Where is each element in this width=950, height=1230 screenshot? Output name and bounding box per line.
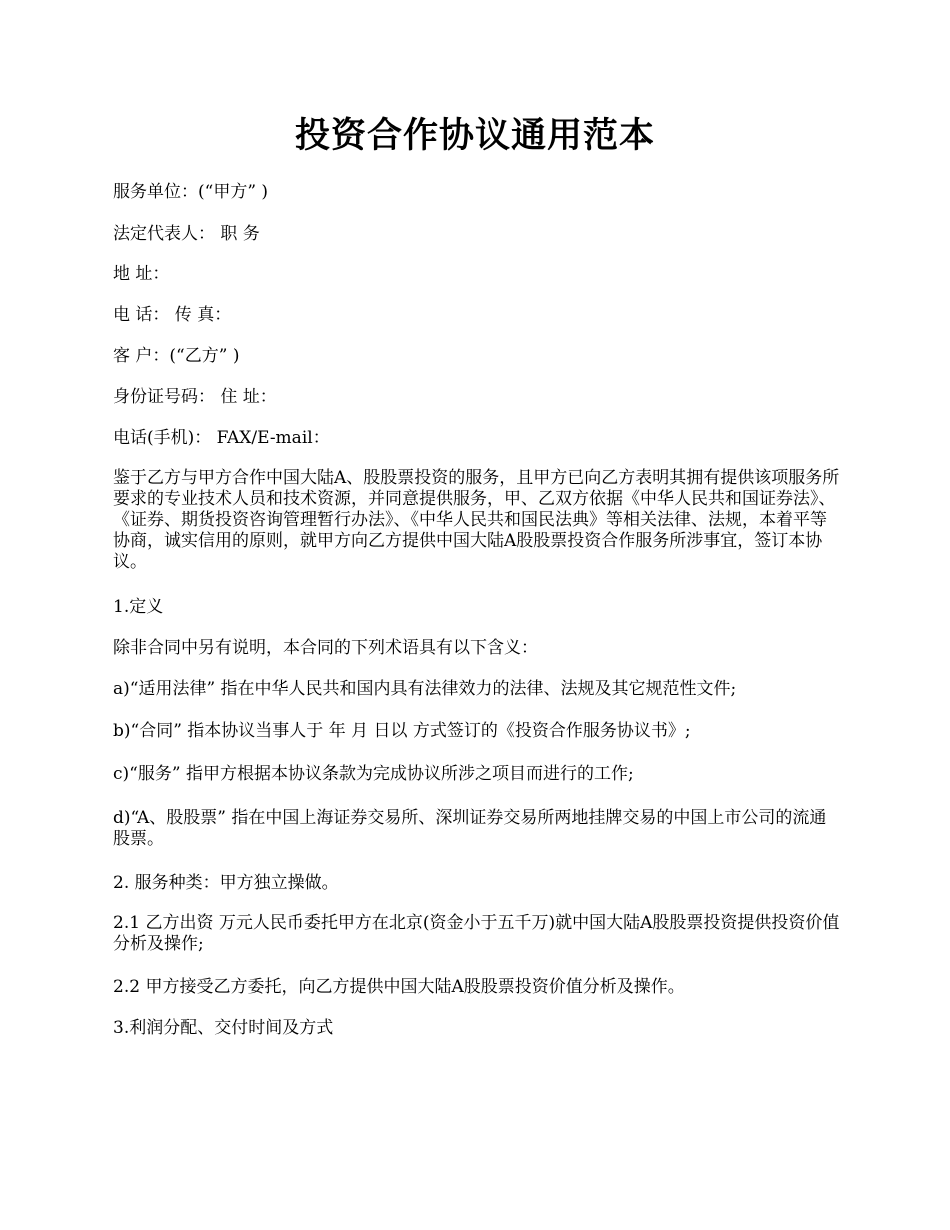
clause-2-1: 2.1 乙方出资 万元人民币委托甲方在北京(资金小于五千万)就中国大陆A股股票投资提供投资价值分析及操作;: [113, 913, 840, 954]
legal-representative-line: 法定代表人： 职 务: [113, 224, 260, 244]
address-line: 地 址：: [113, 264, 170, 284]
definition-d: d)“A、股股票” 指在中国上海证券交易所、深圳证券交易所两地挂牌交易的中国上市公司的流通股票。: [113, 808, 827, 849]
client-line: 客 户：(“乙方” ): [113, 346, 240, 366]
preamble-paragraph: 鉴于乙方与甲方合作中国大陆A、股股票投资的服务，且甲方已向乙方表明其拥有提供该项服务所要求的专业技术人员和技术资源，并同意提供服务，甲、乙双方依据《中华人民共和国证券法》、《证券、期货投资咨询管理暂行办法》、《中华人民共和国民法典》等相关法律、法规，本着平等协商，诚实信用的原则，就甲方向乙方提供中国大陆A股股票投资合作服务所涉事宜，签订本协议。: [113, 468, 840, 572]
definitions-intro: 除非合同中另有说明，本合同的下列术语具有以下含义：: [113, 638, 538, 658]
definition-c: c)“服务” 指甲方根据本协议条款为完成协议所涉之项目而进行的工作;: [113, 764, 634, 784]
section-3-heading: 3.利润分配、交付时间及方式: [113, 1018, 334, 1038]
clause-2-2: 2.2 甲方接受乙方委托，向乙方提供中国大陆A股股票投资价值分析及操作。: [113, 977, 685, 997]
document-title: 投资合作协议通用范本: [294, 115, 655, 156]
phone-fax-line: 电 话： 传 真：: [113, 305, 232, 325]
mobile-fax-email-line: 电话(手机)： FAX/E-mail：: [113, 428, 330, 448]
id-number-line: 身份证号码： 住 址：: [113, 387, 277, 407]
definition-b: b)“合同” 指本协议当事人于 年 月 日以 方式签订的《投资合作服务协议书》;: [113, 721, 691, 741]
definition-a: a)“适用法律” 指在中华人民共和国内具有法律效力的法律、法规及其它规范性文件;: [113, 679, 737, 699]
section-1-heading: 1.定义: [113, 597, 164, 617]
service-unit-line: 服务单位：(“甲方” ): [113, 182, 269, 202]
section-2-heading: 2. 服务种类：甲方独立操做。: [113, 873, 339, 893]
